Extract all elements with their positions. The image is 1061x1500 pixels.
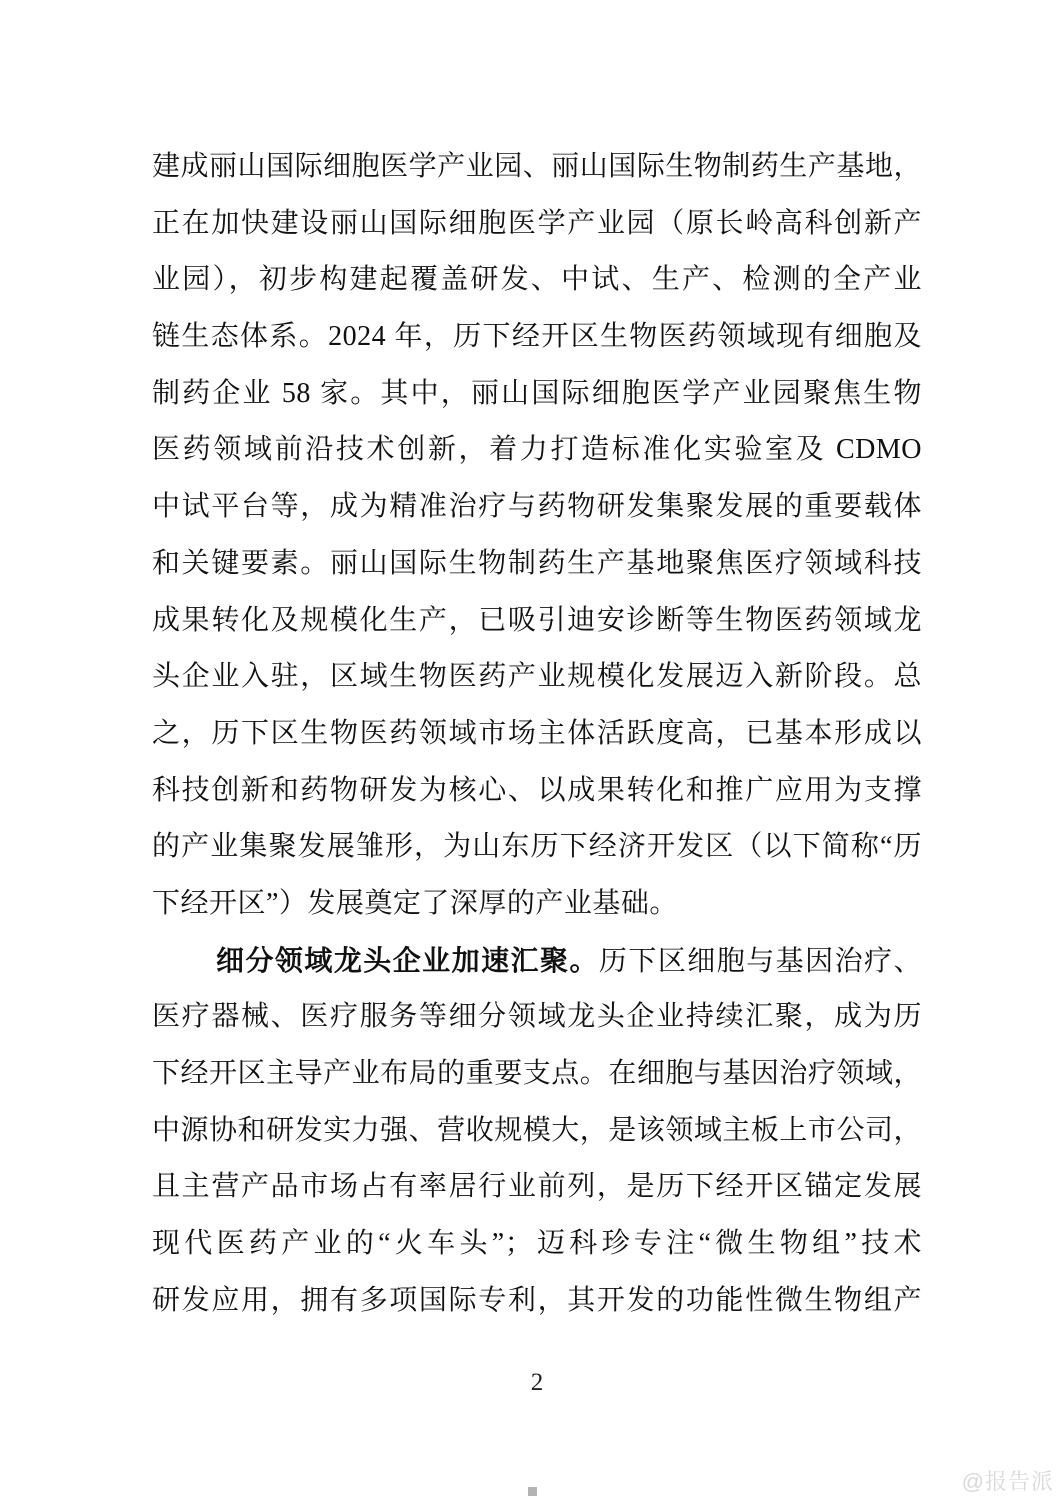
paragraph2-line: 下经开区主导产业布局的重要支点。在细胞与基因治疗领域， <box>152 1058 922 1089</box>
page-number: 2 <box>530 1369 544 1396</box>
paragraph2-line: 现代医药产业的“火车头”；迈科珍专注“微生物组”技术 <box>152 1228 922 1260</box>
body-text <box>152 139 922 1329</box>
paragraph2-line: 且主营产品市场占有率居行业前列，是历下经开区锚定发展 <box>152 1171 922 1203</box>
paragraph1-line: 的产业集聚发展雏形，为山东历下经济开发区（以下简称“历 <box>152 831 922 863</box>
paragraph1-line: 正在加快建设丽山国际细胞医学产业园（原长岭高科创新产 <box>152 207 922 239</box>
paragraph1-line: 和关键要素。丽山国际生物制药生产基地聚焦医疗领域科技 <box>152 547 922 579</box>
paragraph1-line: 之，历下区生物医药领域市场主体活跃度高，已基本形成以 <box>152 717 922 749</box>
paragraph1-line: 链生态体系。2024 年，历下经开区生物医药领域现有细胞及 <box>152 321 922 353</box>
paragraph1-line: 成果转化及规模化生产，已吸引迪安诊断等生物医药领域龙 <box>152 604 922 636</box>
paragraph1-line: 科技创新和药物研发为核心、以成果转化和推广应用为支撑 <box>152 774 922 806</box>
paragraph1-line: 中试平台等，成为精准治疗与药物研发集聚发展的重要载体 <box>152 491 922 523</box>
paragraph1-line: 头企业入驻，区域生物医药产业规模化发展迈入新阶段。总 <box>152 661 922 693</box>
paragraph2-line: 中源协和研发实力强、营收规模大，是该领域主板上市公司， <box>152 1114 922 1146</box>
paragraph1-line: 建成丽山国际细胞医学产业园、丽山国际生物制药生产基地， <box>152 151 922 182</box>
paragraph2-first-line <box>152 933 922 990</box>
paragraph1-line: 业园），初步构建起覆盖研发、中试、生产、检测的全产业 <box>152 264 922 296</box>
paragraph2-runin-heading: 细分领域龙头企业加速汇聚。 <box>216 944 599 976</box>
footer-marker-square <box>528 1487 537 1496</box>
paragraph2-line: 研发应用，拥有多项国际专利，其开发的功能性微生物组产 <box>152 1284 922 1316</box>
paragraph1-line: 制药企业 58 家。其中，丽山国际细胞医学产业园聚焦生物 <box>152 377 922 409</box>
paragraph1-line: 医药领域前沿技术创新，着力打造标准化实验室及 CDMO <box>152 434 922 466</box>
paragraph1-last-line: 下经开区”）发展奠定了深厚的产业基础。 <box>152 887 678 919</box>
paragraph2-line: 医疗器械、医疗服务等细分领域龙头企业持续汇聚，成为历 <box>152 1001 922 1033</box>
paragraph2-first-line-rest: 历下区细胞与基因治疗、 <box>598 945 922 977</box>
watermark: @报告派 <box>961 1469 1054 1494</box>
